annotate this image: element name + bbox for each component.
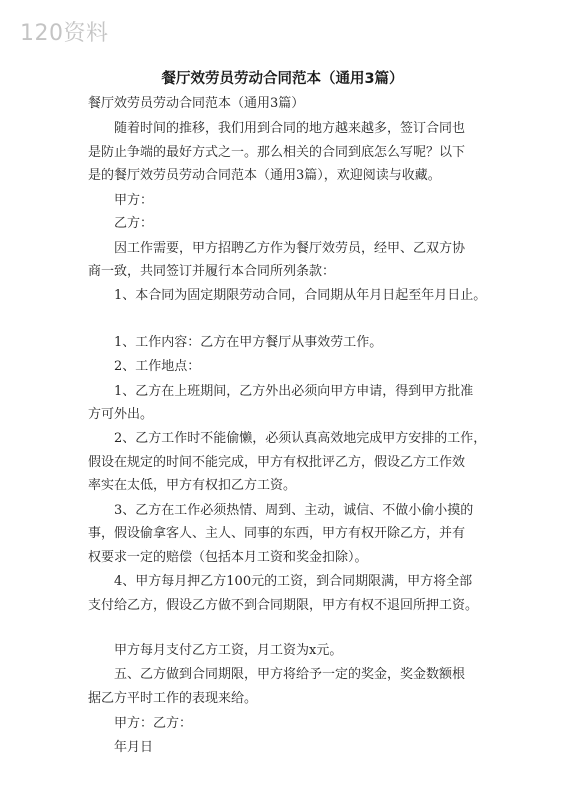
- clause-line: 1、工作内容：乙方在甲方餐厅从事效劳工作。: [114, 335, 383, 350]
- clause-line: 2、乙方工作时不能偷懒，必须认真高效地完成甲方安排的工作，: [114, 431, 487, 446]
- document-title: 餐厅效劳员劳动合同范本（通用3篇）: [161, 71, 404, 87]
- party-b-label: 乙方：: [114, 216, 154, 231]
- clause-line: 据乙方平时工作的表现来给。: [88, 691, 258, 706]
- watermark-logo: 120资料: [20, 21, 109, 46]
- clause-line: 权要求一定的赔偿（包括本月工资和奖金扣除）。: [88, 550, 368, 565]
- clause-line: 支付给乙方，假设乙方做不到合同期限，甲方有权不退回所押工资。: [88, 598, 479, 613]
- clause-line: 方可外出。: [88, 407, 154, 422]
- clause-line: 假设在规定的时间不能完成，甲方有权批评乙方，假设乙方工作效: [88, 455, 466, 470]
- clause-line: 1、本合同为固定期限劳动合同，合同期从年月日起至年月日止。: [114, 288, 487, 303]
- party-a-label: 甲方：: [114, 193, 154, 208]
- paragraph-line: 是防止争端的最好方式之一。那么相关的合同到底怎么写呢？以下: [88, 145, 466, 160]
- clause-line: 五、乙方做到合同期限，甲方将给予一定的奖金，奖金数额根: [114, 667, 466, 682]
- clause-line: 1、乙方在上班期间，乙方外出必须向甲方申请，得到甲方批准: [114, 384, 474, 399]
- clause-line: 事，假设偷拿客人、主人、同事的东西，甲方有权开除乙方，并有: [88, 526, 466, 541]
- clause-line: 甲方每月支付乙方工资，月工资为x元。: [114, 643, 343, 658]
- clause-line: 2、工作地点：: [114, 359, 201, 374]
- paragraph-line: 是的餐厅效劳员劳动合同范本（通用3篇），欢迎阅读与收藏。: [88, 168, 441, 183]
- clause-line: 率实在太低，甲方有权扣乙方工资。: [88, 478, 297, 493]
- clause-line: 3、乙方在工作必须热情、周到、主动，诚信、不做小偷小摸的: [114, 503, 474, 518]
- date-line: 年月日: [114, 740, 154, 755]
- signature-line: 甲方：乙方：: [114, 716, 193, 731]
- paragraph-line: 因工作需要，甲方招聘乙方作为餐厅效劳员，经甲、乙双方协: [114, 241, 466, 256]
- subtitle-line: 餐厅效劳员劳动合同范本（通用3篇）: [88, 96, 305, 111]
- paragraph-line: 商一致，共同签订并履行本合同所列条款：: [88, 264, 336, 279]
- clause-line: 4、甲方每月押乙方100元的工资，到合同期限满，甲方将全部: [114, 574, 473, 589]
- paragraph-line: 随着时间的推移，我们用到合同的地方越来越多，签订合同也: [114, 121, 466, 136]
